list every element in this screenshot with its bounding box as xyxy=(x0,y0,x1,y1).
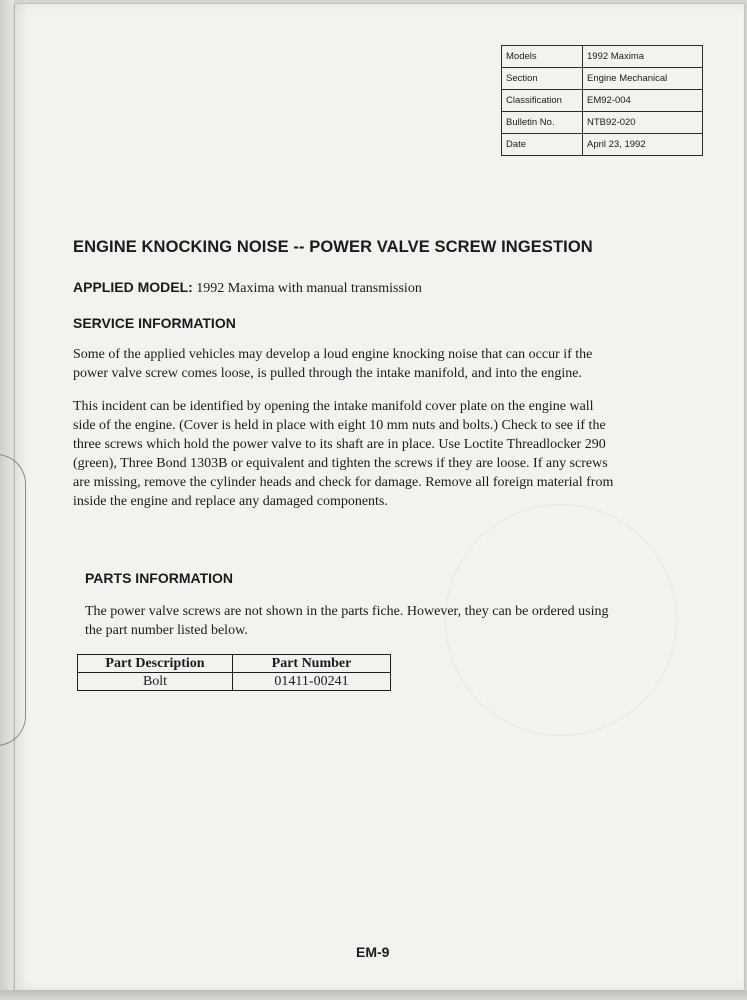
parts-table-header xyxy=(78,655,391,673)
info-label: Date xyxy=(502,134,583,156)
text-line: are missing, remove the cylinder heads and check for damage. Remove all foreign material from xyxy=(73,475,614,490)
info-label: Section xyxy=(502,68,583,90)
info-row-bulletin xyxy=(502,112,703,134)
applied-model-text: 1992 Maxima with manual transmission xyxy=(196,281,422,296)
page-bottom-edge xyxy=(0,990,747,1000)
text-line: inside the engine and replace any damaged components. xyxy=(73,494,388,509)
column-header-part-description: Part Description xyxy=(78,655,233,673)
text-line: This incident can be identified by opening the intake manifold cover plate on the engine wall xyxy=(73,399,594,414)
info-value: NTB92-020 xyxy=(583,112,703,134)
info-label: Bulletin No. xyxy=(502,112,583,134)
info-row-section xyxy=(502,68,703,90)
bulletin-info-table xyxy=(501,45,703,156)
text-line: (green), Three Bond 1303B or equivalent and tighten the screws if they are loose. If any screws xyxy=(73,456,608,471)
bulletin-title: ENGINE KNOCKING NOISE -- POWER VALVE SCREW INGESTION xyxy=(73,238,593,256)
info-row-classification xyxy=(502,90,703,112)
parts-information-heading: PARTS INFORMATION xyxy=(85,570,234,586)
document-page xyxy=(14,4,744,990)
applied-model-label: APPLIED MODEL: xyxy=(73,279,193,295)
info-value: April 23, 1992 xyxy=(583,134,703,156)
column-header-part-number: Part Number xyxy=(233,655,391,673)
text-line: The power valve screws are not shown in the parts fiche. However, they can be ordered using xyxy=(85,604,609,619)
info-value: 1992 Maxima xyxy=(583,46,703,68)
info-value: EM92-004 xyxy=(583,90,703,112)
text-line: Some of the applied vehicles may develop a loud engine knocking noise that can occur if the xyxy=(73,347,593,362)
info-label: Classification xyxy=(502,90,583,112)
info-row-date xyxy=(502,134,703,156)
info-label: Models xyxy=(502,46,583,68)
info-value: Engine Mechanical xyxy=(583,68,703,90)
binder-ring-shadow xyxy=(0,454,26,746)
table-row xyxy=(78,673,391,691)
text-line: three screws which hold the power valve to its shaft are in place. Use Loctite Threadlocker 290 xyxy=(73,437,606,452)
service-paragraph-2 xyxy=(73,397,613,511)
text-line: power valve screw comes loose, is pulled through the intake manifold, and into the engine. xyxy=(73,366,582,381)
service-paragraph-1 xyxy=(73,345,592,383)
text-line: side of the engine. (Cover is held in place with eight 10 mm nuts and bolts.) Check to see if the xyxy=(73,418,606,433)
parts-table xyxy=(77,654,391,691)
applied-model xyxy=(73,279,422,297)
info-row-models xyxy=(502,46,703,68)
page-number: EM-9 xyxy=(356,944,390,960)
part-description-cell: Bolt xyxy=(78,673,233,691)
text-line: the part number listed below. xyxy=(85,623,248,638)
service-information-heading: SERVICE INFORMATION xyxy=(73,315,236,331)
parts-paragraph xyxy=(85,602,608,640)
part-number-cell: 01411-00241 xyxy=(233,673,391,691)
